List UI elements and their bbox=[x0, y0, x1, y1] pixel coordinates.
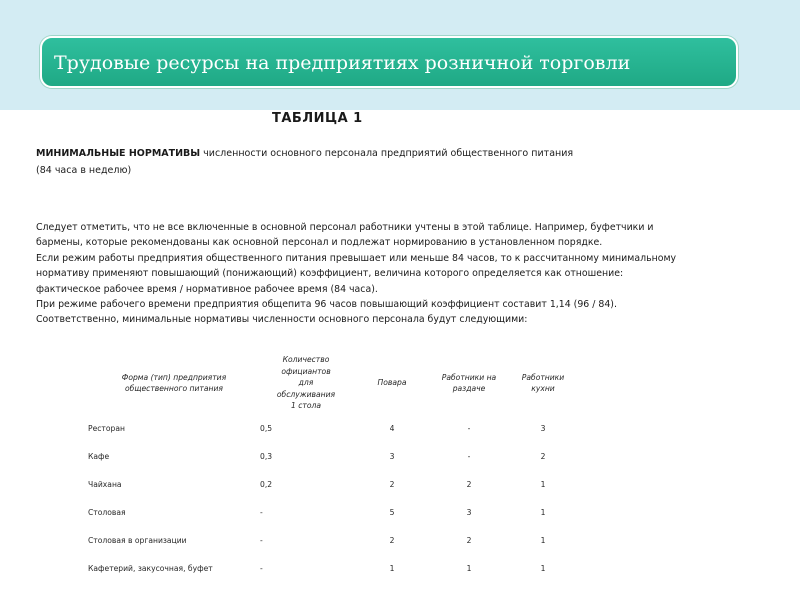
staffing-norms-table bbox=[88, 352, 580, 582]
cell-servers: 1 bbox=[466, 563, 472, 573]
header-servers bbox=[432, 352, 506, 414]
cell-cooks: 2 bbox=[389, 479, 395, 489]
cell-waiters: 0,3 bbox=[260, 451, 273, 461]
cell-cooks: 3 bbox=[389, 451, 395, 461]
paragraph-line: фактическое рабочее время / нормативное рабочее время (84 часа). bbox=[36, 283, 378, 295]
header-waiters-label: Количество официантов для обслуживания 1 стола bbox=[276, 355, 336, 411]
header-waiters bbox=[260, 352, 352, 414]
table-row bbox=[88, 554, 580, 582]
paragraph-line: нормативу применяют повышающий (понижающий) коэффициент, величина которого определяется как отношение: bbox=[36, 268, 624, 280]
header-enterprise-type-label: Форма (тип) предприятия общественного питания bbox=[121, 372, 227, 393]
cell-servers: - bbox=[467, 451, 471, 461]
cell-kitchen: 1 bbox=[540, 479, 546, 489]
paragraph-line: бармены, которые рекомендованы как основной персонал и подлежат нормированию в установленном порядке. bbox=[36, 237, 603, 249]
table-row bbox=[88, 470, 580, 498]
paragraph-line: Соответственно, минимальные нормативы численности основного персонала будут следующими: bbox=[36, 314, 528, 326]
slide-title: Трудовые ресурсы на предприятиях розничной торговли bbox=[54, 52, 631, 74]
cell-waiters: - bbox=[260, 535, 263, 545]
header-cooks: Повара bbox=[377, 378, 407, 388]
cell-type: Чайхана bbox=[88, 479, 122, 489]
cell-kitchen: 1 bbox=[540, 563, 546, 573]
cell-type: Столовая bbox=[88, 507, 126, 517]
table-header-row bbox=[88, 352, 580, 414]
paragraph-line: Следует отметить, что не все включенные в основной персонал работники учтены в этой таблице. Например, буфетчики и bbox=[36, 222, 654, 233]
explanation-paragraph bbox=[36, 220, 776, 328]
cell-waiters: 0,5 bbox=[260, 423, 273, 433]
cell-kitchen: 1 bbox=[540, 507, 546, 517]
cell-kitchen: 2 bbox=[540, 451, 546, 461]
cell-type: Ресторан bbox=[88, 423, 125, 433]
header-servers-label: Работники на раздаче bbox=[441, 372, 497, 393]
header-kitchen-workers-label: Работники кухни bbox=[521, 372, 565, 393]
cell-kitchen: 3 bbox=[540, 423, 546, 433]
table-caption bbox=[36, 145, 736, 179]
table-row bbox=[88, 498, 580, 526]
cell-waiters: - bbox=[260, 507, 263, 517]
header-kitchen-workers bbox=[506, 352, 580, 414]
table-row bbox=[88, 526, 580, 554]
cell-waiters: 0,2 bbox=[260, 479, 273, 489]
table-number: ТАБЛИЦА 1 bbox=[272, 111, 363, 126]
cell-servers: - bbox=[467, 423, 471, 433]
table-row bbox=[88, 442, 580, 470]
header-enterprise-type bbox=[88, 352, 260, 414]
cell-type: Столовая в организации bbox=[88, 535, 187, 545]
cell-type: Кафе bbox=[88, 451, 110, 461]
cell-type: Кафетерий, закусочная, буфет bbox=[88, 563, 213, 573]
cell-waiters: - bbox=[260, 563, 263, 573]
cell-cooks: 1 bbox=[389, 563, 395, 573]
caption-line2: (84 часа в неделю) bbox=[36, 165, 132, 176]
cell-cooks: 5 bbox=[389, 507, 395, 517]
cell-servers: 2 bbox=[466, 535, 472, 545]
caption-rest: численности основного персонала предприятий общественного питания bbox=[200, 148, 574, 159]
cell-cooks: 2 bbox=[389, 535, 395, 545]
paragraph-line: Если режим работы предприятия общественного питания превышает или меньше 84 часов, то к рассчитанному минимальному bbox=[36, 252, 677, 264]
paragraph-line: При режиме рабочего времени предприятия общепита 96 часов повышающий коэффициент составит 1,14 (96 / 84). bbox=[36, 299, 617, 311]
caption-bold: МИНИМАЛЬНЫЕ НОРМАТИВЫ bbox=[36, 148, 201, 159]
cell-servers: 2 bbox=[466, 479, 472, 489]
table-row bbox=[88, 414, 580, 442]
cell-cooks: 4 bbox=[389, 423, 395, 433]
cell-kitchen: 1 bbox=[540, 535, 546, 545]
cell-servers: 3 bbox=[466, 507, 472, 517]
title-banner bbox=[40, 36, 738, 88]
